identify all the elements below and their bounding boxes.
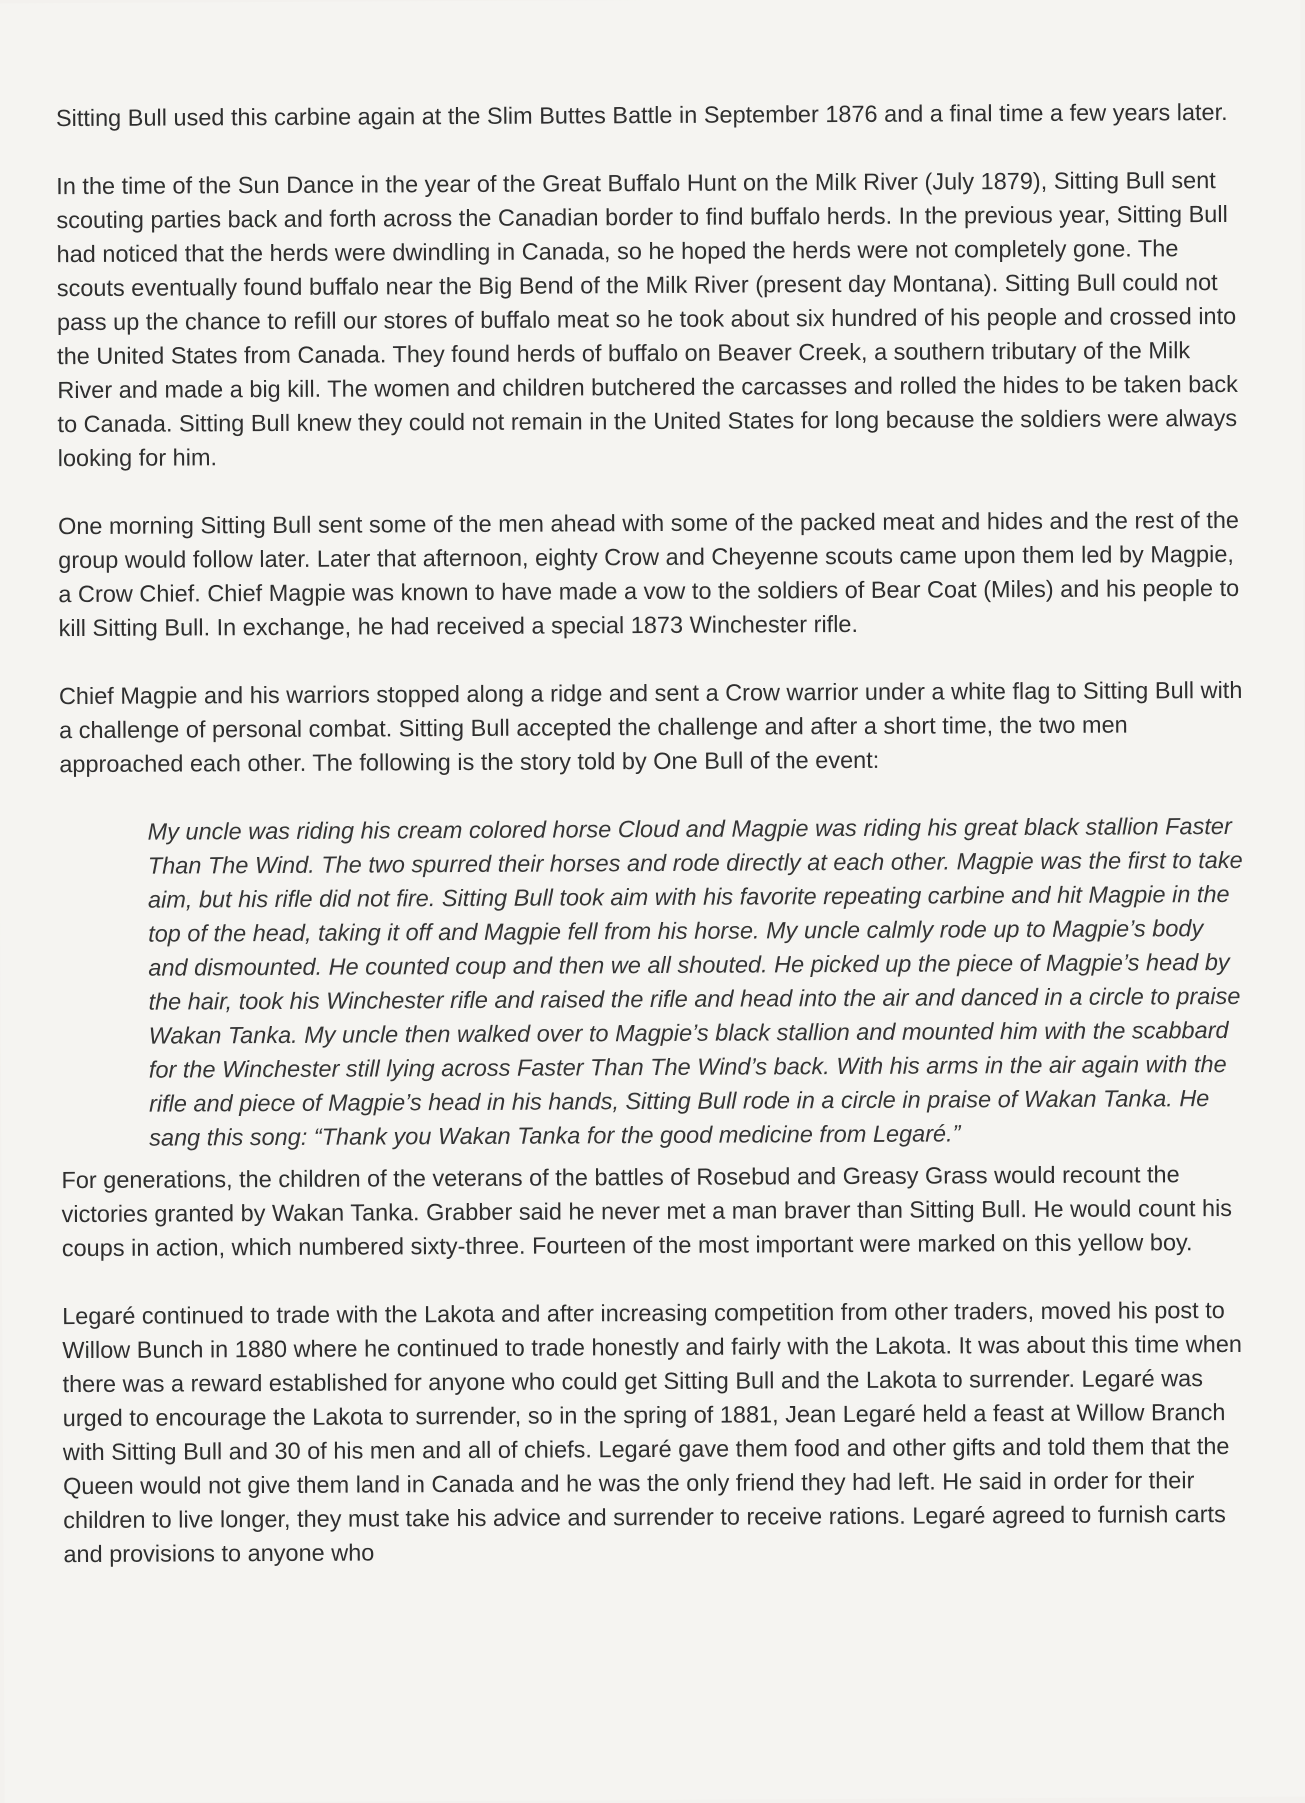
paragraph-challenge: Chief Magpie and his warriors stopped along a ridge and sent a Crow warrior under a white flag to Sitting Bull with a challenge of personal combat. Sitting Bull accepted the challenge and after a short time, the two men approached each other. The following is the story told by One Bull of the event: [58,676,1243,778]
paragraph-buffalo-hunt: In the time of the Sun Dance in the year of the Great Buffalo Hunt on the Milk River (July 1879), Sitting Bull sent scouting parties back and forth across the Canadian border to find buffalo herds. In the previous year, Sitting Bull had noticed that the herds were dwindling in Canada, so he hoped the herds were not completely gone. The scouts eventually found buffalo near the Big Bend of the Milk River (present day Montana). Sitting Bull could not pass up the chance to refill our stores of buffalo meat so he took about six hundred of his people and crossed into the United States from Canada. They found herds of buffalo on Beaver Creek, a southern tributary of the Milk River and made a big kill. The women and children butchered the carcasses and rolled the hides to be taken back to Canada. Sitting Bull knew they could not remain in the United States for long because the soldiers were always looking for him. [56,167,1238,472]
paragraph-legare-trade: Legaré continued to trade with the Lakota and after increasing competition from other traders, moved his post to Willow Bunch in 1880 where he continued to trade honestly and fairly with the Lakota. It was about this time when there was a reward established for anyone who could get Sitting Bull and the Lakota to surrender. Legaré was urged to encourage the Lakota to surrender, so in the spring of 1881, Jean Legaré held a feast at Willow Branch with Sitting Bull and 30 of his men and all of chiefs. Legaré gave them food and other gifts and told them that the Queen would not give them land in Canada and he was the only friend they had left. He said in order for their children to live longer, they must take his advice and surrender to receive rations. Legaré agreed to furnish carts and provisions to anyone who [62,1297,1242,1568]
paragraph-generations: For generations, the children of the veterans of the battles of Rosebud and Greasy Grass would recount the victories granted by Wakan Tanka. Grabber said he never met a man braver than Sitting Bull. He would count his coups in action, which numbered sixty-three. Fourteen of the most important were marked on this yellow boy. [61,1161,1233,1262]
paragraph-slim-buttes: Sitting Bull used this carbine again at the Slim Buttes Battle in September 1876 and a final time a few years later. [55,98,1228,132]
paragraph-magpie-arrival: One morning Sitting Bull sent some of the men ahead with some of the packed meat and hides and the rest of the group would follow later. Later that afternoon, eighty Crow and Cheyenne scouts came upon them led by Magpie, a Crow Chief. Chief Magpie was known to have made a vow to the soldiers of Bear Coat (Miles) and his people to kill Sitting Bull. In exchange, he had received a special 1873 Winchester rifle. [57,506,1240,642]
one-bull-quote: My uncle was riding his cream colored horse Cloud and Magpie was riding his great black stallion Faster Than The Wind. The two spurred their horses and rode directly at each other. Magpie was the first to take aim, but his rifle did not fire. Sitting Bull took aim with his favorite repeating carbine and hit Magpie in the top of the head, taking it off and Magpie fell from his horse. My uncle calmly rode up to Magpie’s body and dismounted. He counted coup and then we all shouted. He picked up the piece of Magpie’s head by the hair, took his Winchester rifle and raised the rifle and head into the air and danced in a circle to praise Wakan Tanka. My uncle then walked over to Magpie’s black stallion and mounted him with the scabbard for the Winchester still lying across Faster Than The Wind’s back. With his arms in the air again with the rifle and piece of Magpie’s head in his hands, Sitting Bull rode in a circle in praise of Wakan Tanka. He sang this song: “Thank you Wakan Tanka for the good medicine from Legaré.” [147,812,1243,1151]
document-body [56,95,1254,1605]
